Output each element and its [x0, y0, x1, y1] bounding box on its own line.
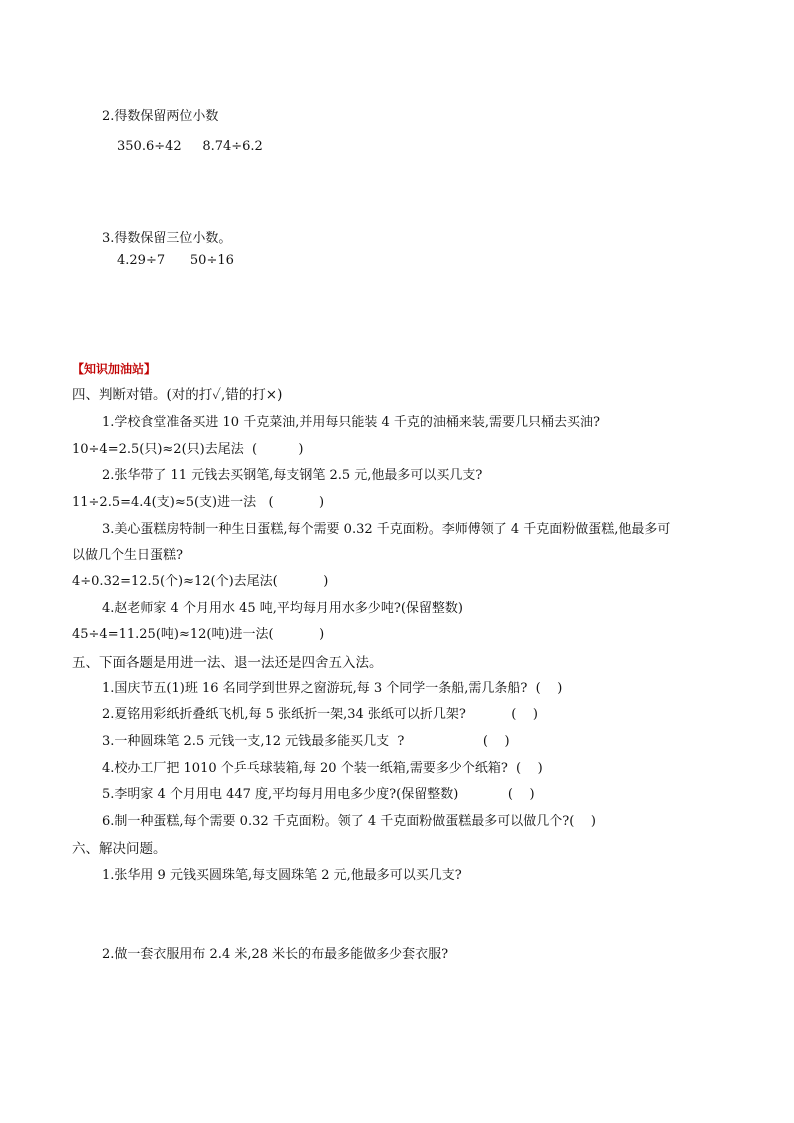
q2-title: 2.得数保留两位小数 [102, 109, 219, 124]
section5-title: 五、下面各题是用进一法、退一法还是四舍五入法。 [72, 655, 383, 671]
s5-item2: 2.夏铭用彩纸折叠纸飞机,每 5 张纸折一架,34 张纸可以折几架? ( ) [102, 707, 538, 722]
s5-item5: 5.李明家 4 个月用电 447 度,平均每月用电多少度?(保留整数) ( ) [102, 787, 535, 802]
s4-item2-question: 2.张华带了 11 元钱去买钢笔,每支钢笔 2.5 元,他最多可以买几支? [102, 468, 483, 483]
s4-item1-answer: 10÷4=2.5(只)≈2(只)去尾法 ( ) [72, 442, 304, 457]
q2-expressions: 350.6÷42 8.74÷6.2 [117, 139, 263, 154]
s4-item3-question: 3.美心蛋糕房特制一种生日蛋糕,每个需要 0.32 千克面粉。李师傅领了 4 千克面粉做蛋糕,他最多可 [102, 522, 671, 537]
s5-item6: 6.制一种蛋糕,每个需要 0.32 千克面粉。领了 4 千克面粉做蛋糕最多可以做几个?( ) [102, 814, 596, 829]
s4-item1-question: 1.学校食堂准备买进 10 千克菜油,并用每只能装 4 千克的油桶来装,需要几只桶去买油? [102, 415, 600, 430]
s4-item3-answer: 4÷0.32=12.5(个)≈12(个)去尾法( ) [72, 574, 329, 589]
s4-item2-answer: 11÷2.5=4.4(支)≈5(支)进一法 ( ) [72, 495, 325, 510]
s4-item4-answer: 45÷4=11.25(吨)≈12(吨)进一法( ) [72, 627, 325, 642]
section6-title: 六、解决问题。 [72, 841, 167, 857]
q3-expressions: 4.29÷7 50÷16 [117, 253, 234, 268]
s5-item3: 3.一种圆珠笔 2.5 元钱一支,12 元钱最多能买几支 ? ( ) [102, 734, 510, 749]
s6-item2: 2.做一套衣服用布 2.4 米,28 米长的布最多能做多少套衣服? [102, 947, 449, 962]
s5-item1: 1.国庆节五(1)班 16 名同学到世界之窗游玩,每 3 个同学一条船,需几条船? ( ) [102, 681, 563, 696]
s4-item4-question: 4.赵老师家 4 个月用水 45 吨,平均每月用水多少吨?(保留整数) [102, 601, 463, 616]
s5-item4: 4.校办工厂把 1010 个乒乓球装箱,每 20 个装一纸箱,需要多少个纸箱? ( ) [102, 761, 543, 776]
section4-title: 四、判断对错。(对的打✓,错的打×) [72, 387, 283, 403]
s6-item1: 1.张华用 9 元钱买圆珠笔,每支圆珠笔 2 元,他最多可以买几支? [102, 868, 462, 883]
q3-title: 3.得数保留三位小数。 [102, 231, 232, 246]
tip-heading: 【知识加油站】 [72, 362, 157, 376]
s4-item3-question-cont: 以做几个生日蛋糕? [72, 548, 183, 563]
